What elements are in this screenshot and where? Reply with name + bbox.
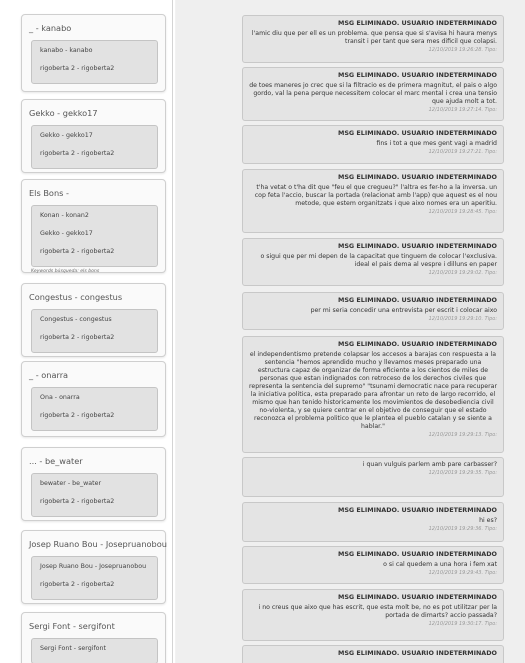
group-title: _ - kanabo xyxy=(29,23,72,33)
group-member[interactable]: Sergi Font - sergifont xyxy=(40,645,106,652)
message-timestamp: 12/10/2019 19:29:36. Tipo: xyxy=(428,526,497,532)
message-author: MSG ELIMINADO. USUARIO INDETERMINADO xyxy=(337,19,497,27)
group-card[interactable] xyxy=(21,612,166,663)
panel-divider xyxy=(172,0,173,663)
group-members-box xyxy=(31,473,158,517)
group-member[interactable]: rigoberta 2 - rigoberta2 xyxy=(40,65,115,72)
message-timestamp: 12/10/2019 19:27:14. Tipo: xyxy=(428,107,497,113)
group-member[interactable]: rigoberta 2 - rigoberta2 xyxy=(40,498,115,505)
message-author: MSG ELIMINADO. USUARIO INDETERMINADO xyxy=(337,173,497,181)
message-author: MSG ELIMINADO. USUARIO INDETERMINADO xyxy=(337,340,497,348)
message-timestamp: 12/10/2019 19:29:10. Tipo: xyxy=(428,316,497,322)
group-member[interactable]: Ona - onarra xyxy=(40,394,80,401)
message-author: MSG ELIMINADO. USUARIO INDETERMINADO xyxy=(337,593,497,601)
message-timestamp: 12/10/2019 19:26:28. Tipo: xyxy=(428,47,497,53)
message-bubble xyxy=(242,169,504,233)
group-members-box xyxy=(31,556,158,600)
message-text: hi es? xyxy=(479,517,497,524)
message-author: MSG ELIMINADO. USUARIO INDETERMINADO xyxy=(337,649,497,657)
group-members-box xyxy=(31,125,158,169)
group-title: Sergi Font - sergifont xyxy=(29,621,115,631)
group-card[interactable] xyxy=(21,14,166,92)
message-timestamp: 12/10/2019 19:29:43. Tipo: xyxy=(428,570,497,576)
message-timestamp: 12/10/2019 19:30:17. Tipo: xyxy=(428,621,497,627)
message-text: o sigui que per mi depen de la capacitat que tinguem de colocar l'exclusiva. ideal el pais dema al vespre i dilluns en paper xyxy=(260,253,497,268)
message-text: i no creus que aixo que has escrit, que esta molt be, no es pot utilitzar per la portada de dimarts? accio passada? xyxy=(258,604,497,619)
group-card[interactable] xyxy=(21,447,166,521)
message-timestamp: 12/10/2019 19:28:45. Tipo: xyxy=(428,209,497,215)
message-text: per mi seria concedir una entrevista per escrit i colocar aixo xyxy=(310,307,497,314)
message-author: MSG ELIMINADO. USUARIO INDETERMINADO xyxy=(337,129,497,137)
message-bubble xyxy=(242,457,504,497)
group-member[interactable]: Congestus - congestus xyxy=(40,316,112,323)
group-member[interactable]: bewater - be_water xyxy=(40,480,102,487)
message-bubble xyxy=(242,67,504,121)
group-members-box xyxy=(31,638,158,663)
message-timestamp: 12/10/2019 19:29:02. Tipo: xyxy=(428,270,497,276)
group-members-box xyxy=(31,205,158,267)
group-member[interactable]: Josep Ruano Bou - Josepruanobou xyxy=(40,563,147,570)
group-title: Els Bons - xyxy=(29,188,69,198)
group-title: Josep Ruano Bou - Josepruanobou xyxy=(29,539,167,549)
group-member[interactable]: rigoberta 2 - rigoberta2 xyxy=(40,150,115,157)
message-bubble xyxy=(242,645,504,663)
group-member[interactable]: rigoberta 2 - rigoberta2 xyxy=(40,248,115,255)
message-text: el independentismo pretende colapsar los accesos a barajas con respuesta a la sentencia "hemos aprendido mucho y llevamos meses preparado una estructura capaz de organizar de forma eficiente a los cientos de miles de personas que estan indignados con retroceso de los derechos civiles que representa la sentencia del supremo" "tsunami democratic nace para recuperar la iniciativa politica, esta preparado para afrontar un reto de largo recorrido, el mismo que han tenido historicamente los movimientos de desobediencia civil no-violenta, y se quiere centrar en el objetivo de conseguir que el estado reconozca el problema politico que le plantea el pueblo catalan y se siente a hablar." xyxy=(249,351,497,430)
group-member[interactable]: Gekko - gekko17 xyxy=(40,132,93,139)
group-title: _ - onarra xyxy=(29,370,69,380)
message-text: o si cal quedem a una hora i fem xat xyxy=(383,561,497,568)
group-member[interactable]: rigoberta 2 - rigoberta2 xyxy=(40,334,115,341)
group-card[interactable] xyxy=(21,530,166,604)
group-members-box xyxy=(31,309,158,353)
message-author: MSG ELIMINADO. USUARIO INDETERMINADO xyxy=(337,506,497,514)
group-title: Congestus - congestus xyxy=(29,292,123,302)
message-author: MSG ELIMINADO. USUARIO INDETERMINADO xyxy=(337,296,497,304)
message-bubble xyxy=(242,292,504,330)
message-bubble xyxy=(242,125,504,164)
message-bubble xyxy=(242,336,504,453)
group-member[interactable]: kanabo - kanabo xyxy=(40,47,93,54)
message-text: l'amic diu que per ell es un problema. que pensa que si s'avisa hi haura menys transit i per tant que sera mes dificil que colapsi. xyxy=(251,30,497,45)
message-timestamp: 12/10/2019 19:27:21. Tipo: xyxy=(428,149,497,155)
message-author: MSG ELIMINADO. USUARIO INDETERMINADO xyxy=(337,71,497,79)
group-card[interactable] xyxy=(21,99,166,173)
group-member[interactable]: rigoberta 2 - rigoberta2 xyxy=(40,412,115,419)
message-text: t'ha vetat o t'ha dit que "feu el que cregueu?" l'altra es fer-ho a la inversa. un cop feta l'accio, buscar la portada (relacionat amb l'app) que aquest es el nou metode, que estem organitzats i que aixo nomes era un aperitiu. xyxy=(254,184,497,207)
message-timestamp: 12/10/2019 19:29:13. Tipo: xyxy=(428,432,497,438)
group-title: ... - be_water xyxy=(29,456,83,466)
message-bubble xyxy=(242,546,504,584)
message-timestamp: 12/10/2019 19:29:35. Tipo: xyxy=(428,470,497,476)
group-member[interactable]: Gekko - gekko17 xyxy=(40,230,93,237)
message-author: MSG ELIMINADO. USUARIO INDETERMINADO xyxy=(337,242,497,250)
group-list-panel xyxy=(0,0,175,663)
message-bubble xyxy=(242,15,504,63)
message-text: i quan vulguis parlem amb pare carbasser? xyxy=(362,461,497,468)
message-text: de toes maneres jo crec que si la filtracio es de primera magnitut, el pais o algo gordo, val la pena perque necessitem colocar el marc mental i crea una tensio que ajuda molt a tot. xyxy=(249,82,497,105)
group-members-box xyxy=(31,387,158,431)
group-card[interactable] xyxy=(21,361,166,437)
message-author: MSG ELIMINADO. USUARIO INDETERMINADO xyxy=(337,550,497,558)
group-member[interactable]: Konan - konan2 xyxy=(40,212,89,219)
group-members-box xyxy=(31,40,158,84)
group-title: Gekko - gekko17 xyxy=(29,108,98,118)
group-card[interactable] xyxy=(21,179,166,273)
group-member[interactable]: rigoberta 2 - rigoberta2 xyxy=(40,581,115,588)
message-text: fins i tot a que mes gent vagi a madrid xyxy=(376,140,497,147)
message-bubble xyxy=(242,502,504,542)
message-bubble xyxy=(242,238,504,286)
group-card[interactable] xyxy=(21,283,166,357)
group-keywords: Keywords búsqueda: els bons xyxy=(31,269,100,274)
message-bubble xyxy=(242,589,504,641)
